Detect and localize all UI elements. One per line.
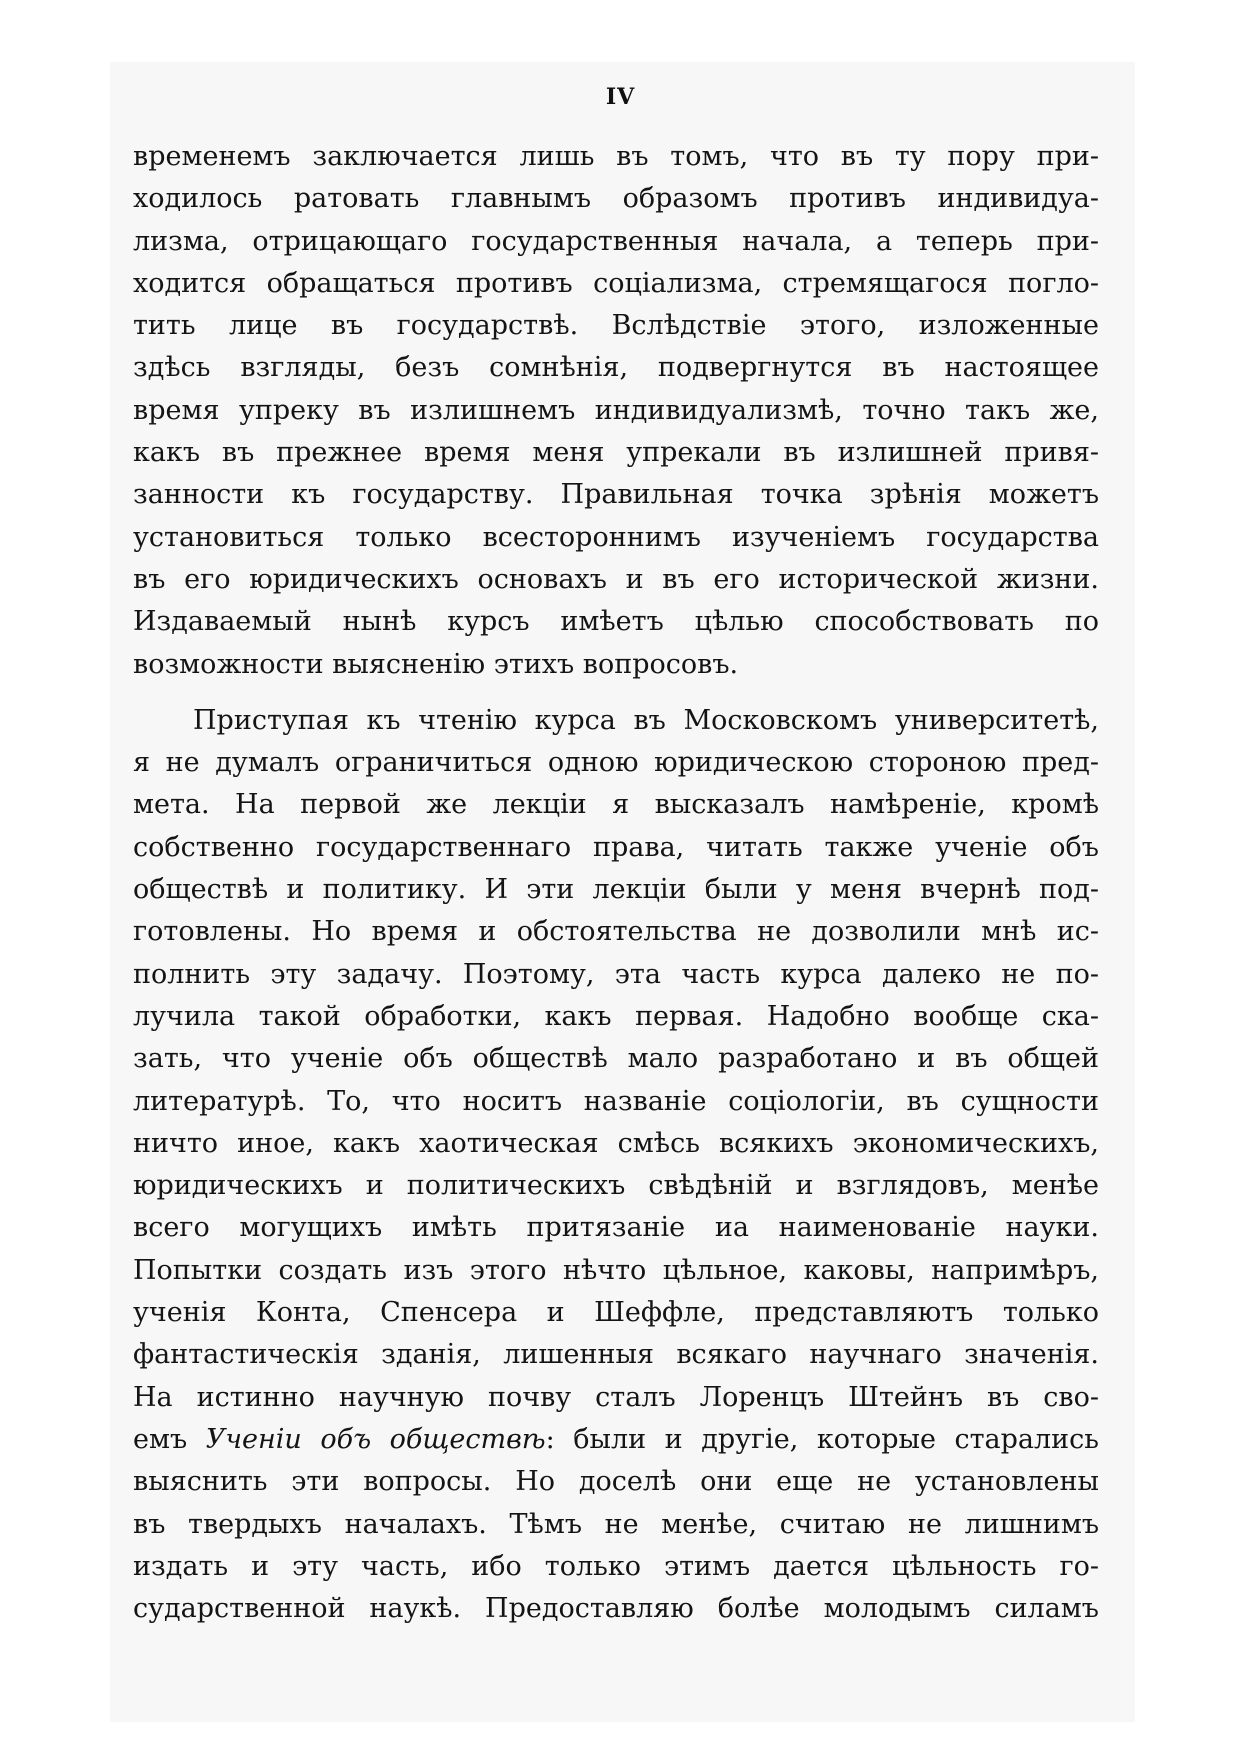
text-line: лизма, отрицающаго государственныя начала, а теперь при-: [133, 225, 1099, 257]
text-line: здѣсь взгляды, безъ сомнѣнія, подвергнутся въ настоящее: [133, 352, 1099, 384]
text-line: юридическихъ и политическихъ свѣдѣній и взглядовъ, менѣе: [133, 1170, 1099, 1202]
text-line: готовлены. Но время и обстоятельства не дозволили мнѣ ис-: [133, 916, 1099, 948]
text-line: сударственной наукѣ. Предоставляю болѣе молодымъ силамъ: [133, 1593, 1099, 1625]
paragraph-2: [133, 700, 1099, 1631]
text-line: ученія Конта, Спенсера и Шеффле, представляютъ только: [133, 1297, 1099, 1329]
text-line: Приступая къ чтенію курса въ Московскомъ университетѣ,: [193, 704, 1099, 736]
text-line: ходится обращаться противъ соціализма, стремящагося погло-: [133, 267, 1099, 299]
text-line: мета. На первой же лекціи я высказалъ намѣреніе, кромѣ: [133, 789, 1099, 821]
text-line: На истинно научную почву сталъ Лоренцъ Штейнъ въ сво-: [133, 1381, 1099, 1413]
text-line: издать и эту часть, ибо только этимъ дается цѣльность го-: [133, 1550, 1099, 1582]
text-line: полнить эту задачу. Поэтому, эта часть курса далеко не по-: [133, 958, 1099, 990]
text-line: возможности выясненію этихъ вопросовъ.: [133, 648, 739, 680]
text-line: временемъ заключается лишь въ томъ, что въ ту пору при-: [133, 141, 1099, 172]
page-number: IV: [605, 84, 636, 110]
text-line: тить лице въ государствѣ. Вслѣдствіе этого, изложенные: [133, 310, 1099, 342]
line-text-before: емъ: [133, 1423, 206, 1455]
text-line: Попытки создать изъ этого нѣчто цѣльное, каковы, напримѣръ,: [133, 1254, 1099, 1286]
body-text: [133, 136, 1099, 1630]
text-line: въ его юридическихъ основахъ и въ его исторической жизни.: [133, 563, 1099, 595]
line-text-after: : были и другіе, которые старались: [545, 1423, 1099, 1455]
text-line: какъ въ прежнее время меня упрекали въ излишней привя-: [133, 437, 1099, 469]
text-line: установиться только всестороннимъ изученіемъ государства: [133, 521, 1099, 553]
text-line: собственно государственнаго права, читать также ученіе объ: [133, 831, 1099, 863]
text-line: фантастическія зданія, лишенныя всякаго научнаго значенія.: [133, 1339, 1099, 1371]
text-line: зать, что ученіе объ обществѣ мало разработано и въ общей: [133, 1043, 1099, 1075]
text-line: всего могущихъ имѣть притязаніе иа наименованіе науки.: [133, 1212, 1099, 1244]
text-line: занности къ государству. Правильная точка зрѣнія можетъ: [133, 479, 1099, 511]
italic-book-title: Ученіи объ обществѣ: [205, 1423, 546, 1455]
text-line: литературѣ. То, что носитъ названіе соціологіи, въ сущности: [133, 1085, 1099, 1117]
text-line-with-italic: [133, 1419, 1099, 1461]
text-line: лучила такой обработки, какъ первая. Надобно вообще ска-: [133, 1000, 1099, 1032]
text-line: выяснить эти вопросы. Но доселѣ они еще не установлены: [133, 1466, 1099, 1498]
paragraph-1: [133, 136, 1099, 686]
text-line: ходилось ратовать главнымъ образомъ противъ индивидуа-: [133, 183, 1099, 215]
text-line: я не думалъ ограничиться одною юридическою стороною пред-: [133, 747, 1099, 779]
text-line: ничто иное, какъ хаотическая смѣсь всякихъ экономическихъ,: [133, 1127, 1099, 1159]
text-line: въ твердыхъ началахъ. Тѣмъ не менѣе, считаю не лишнимъ: [133, 1508, 1099, 1540]
text-line: обществѣ и политику. И эти лекціи были у меня вчернѣ под-: [133, 874, 1099, 906]
text-line: Издаваемый нынѣ курсъ имѣетъ цѣлью способствовать по: [133, 606, 1099, 638]
text-line: время упреку въ излишнемъ индивидуализмѣ, точно такъ же,: [133, 394, 1099, 426]
